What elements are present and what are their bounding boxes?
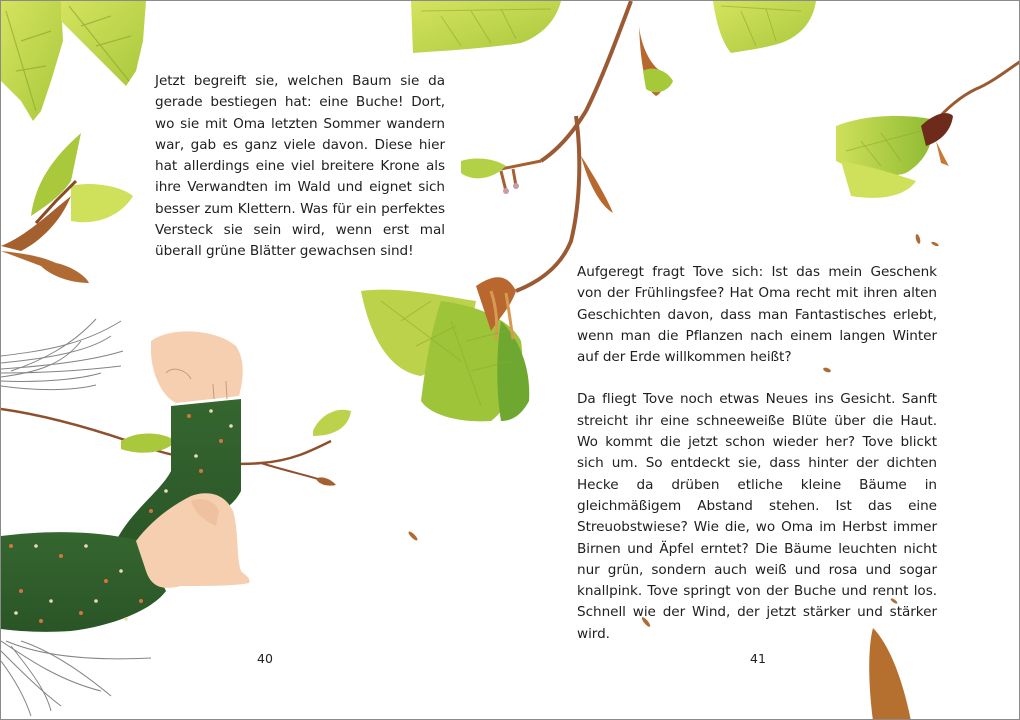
page-number-right: 41	[750, 651, 766, 666]
paragraph: Jetzt begreift sie, welchen Baum sie da gerade bestiegen hat: eine Buche! Dort, wo sie mit Oma letzten Sommer wandern war, gab es ganz viele davon. Diese hier hat allerdings eine viel breitere Krone als ihre Verwandten im Wald und eignet sich besser zum Klettern. Was für ein perfektes Versteck sie sein wird, wenn erst mal überall grüne Blätter gewachsen sind!	[155, 73, 445, 260]
leaf-top-right	[713, 1, 816, 53]
leaf-twig-left	[1, 133, 133, 283]
leaf-small-2	[313, 410, 351, 436]
leaf-top-left	[1, 1, 146, 121]
right-page-text	[577, 262, 937, 645]
branch-right	[836, 61, 1020, 198]
hair-strands-bottom	[1, 641, 151, 716]
paragraph: Da fliegt Tove noch etwas Neues ins Gesicht. Sanft streicht ihr eine schneeweiße Blüte über die Haut. Wo kommt die jetzt schon wieder her? Tove blickt sich um. So entdeckt sie, dass hinter der dichten Hecke da drüben etliche kleine Bäume in gleichmäßigem Abstand stehen. Ist das eine Streuobstwiese? Wie die, wo Oma im Herbst immer Birnen und Äpfel erntet? Die Bäume leuchten nicht nur grün, sondern auch weiß und rosa und sogar knallpink. Tove springt von der Buche und rennt los. Schnell wie der Wind, der jetzt stärker und stärker wird.	[577, 391, 937, 642]
child-arms	[1, 331, 249, 632]
leaf-small-1	[121, 434, 176, 453]
hair-strands-top	[1, 319, 123, 390]
left-page-text	[155, 71, 445, 263]
paragraph: Aufgeregt fragt Tove sich: Ist das mein Geschenk von der Frühlingsfee? Hat Oma recht mit ihren alten Geschichten davon, dass man Fantastisches erlebt, wenn man die Pflanzen nach einem langen Winter auf der Erde willkommen heißt?	[577, 264, 937, 366]
page-number-left: 40	[257, 651, 273, 666]
